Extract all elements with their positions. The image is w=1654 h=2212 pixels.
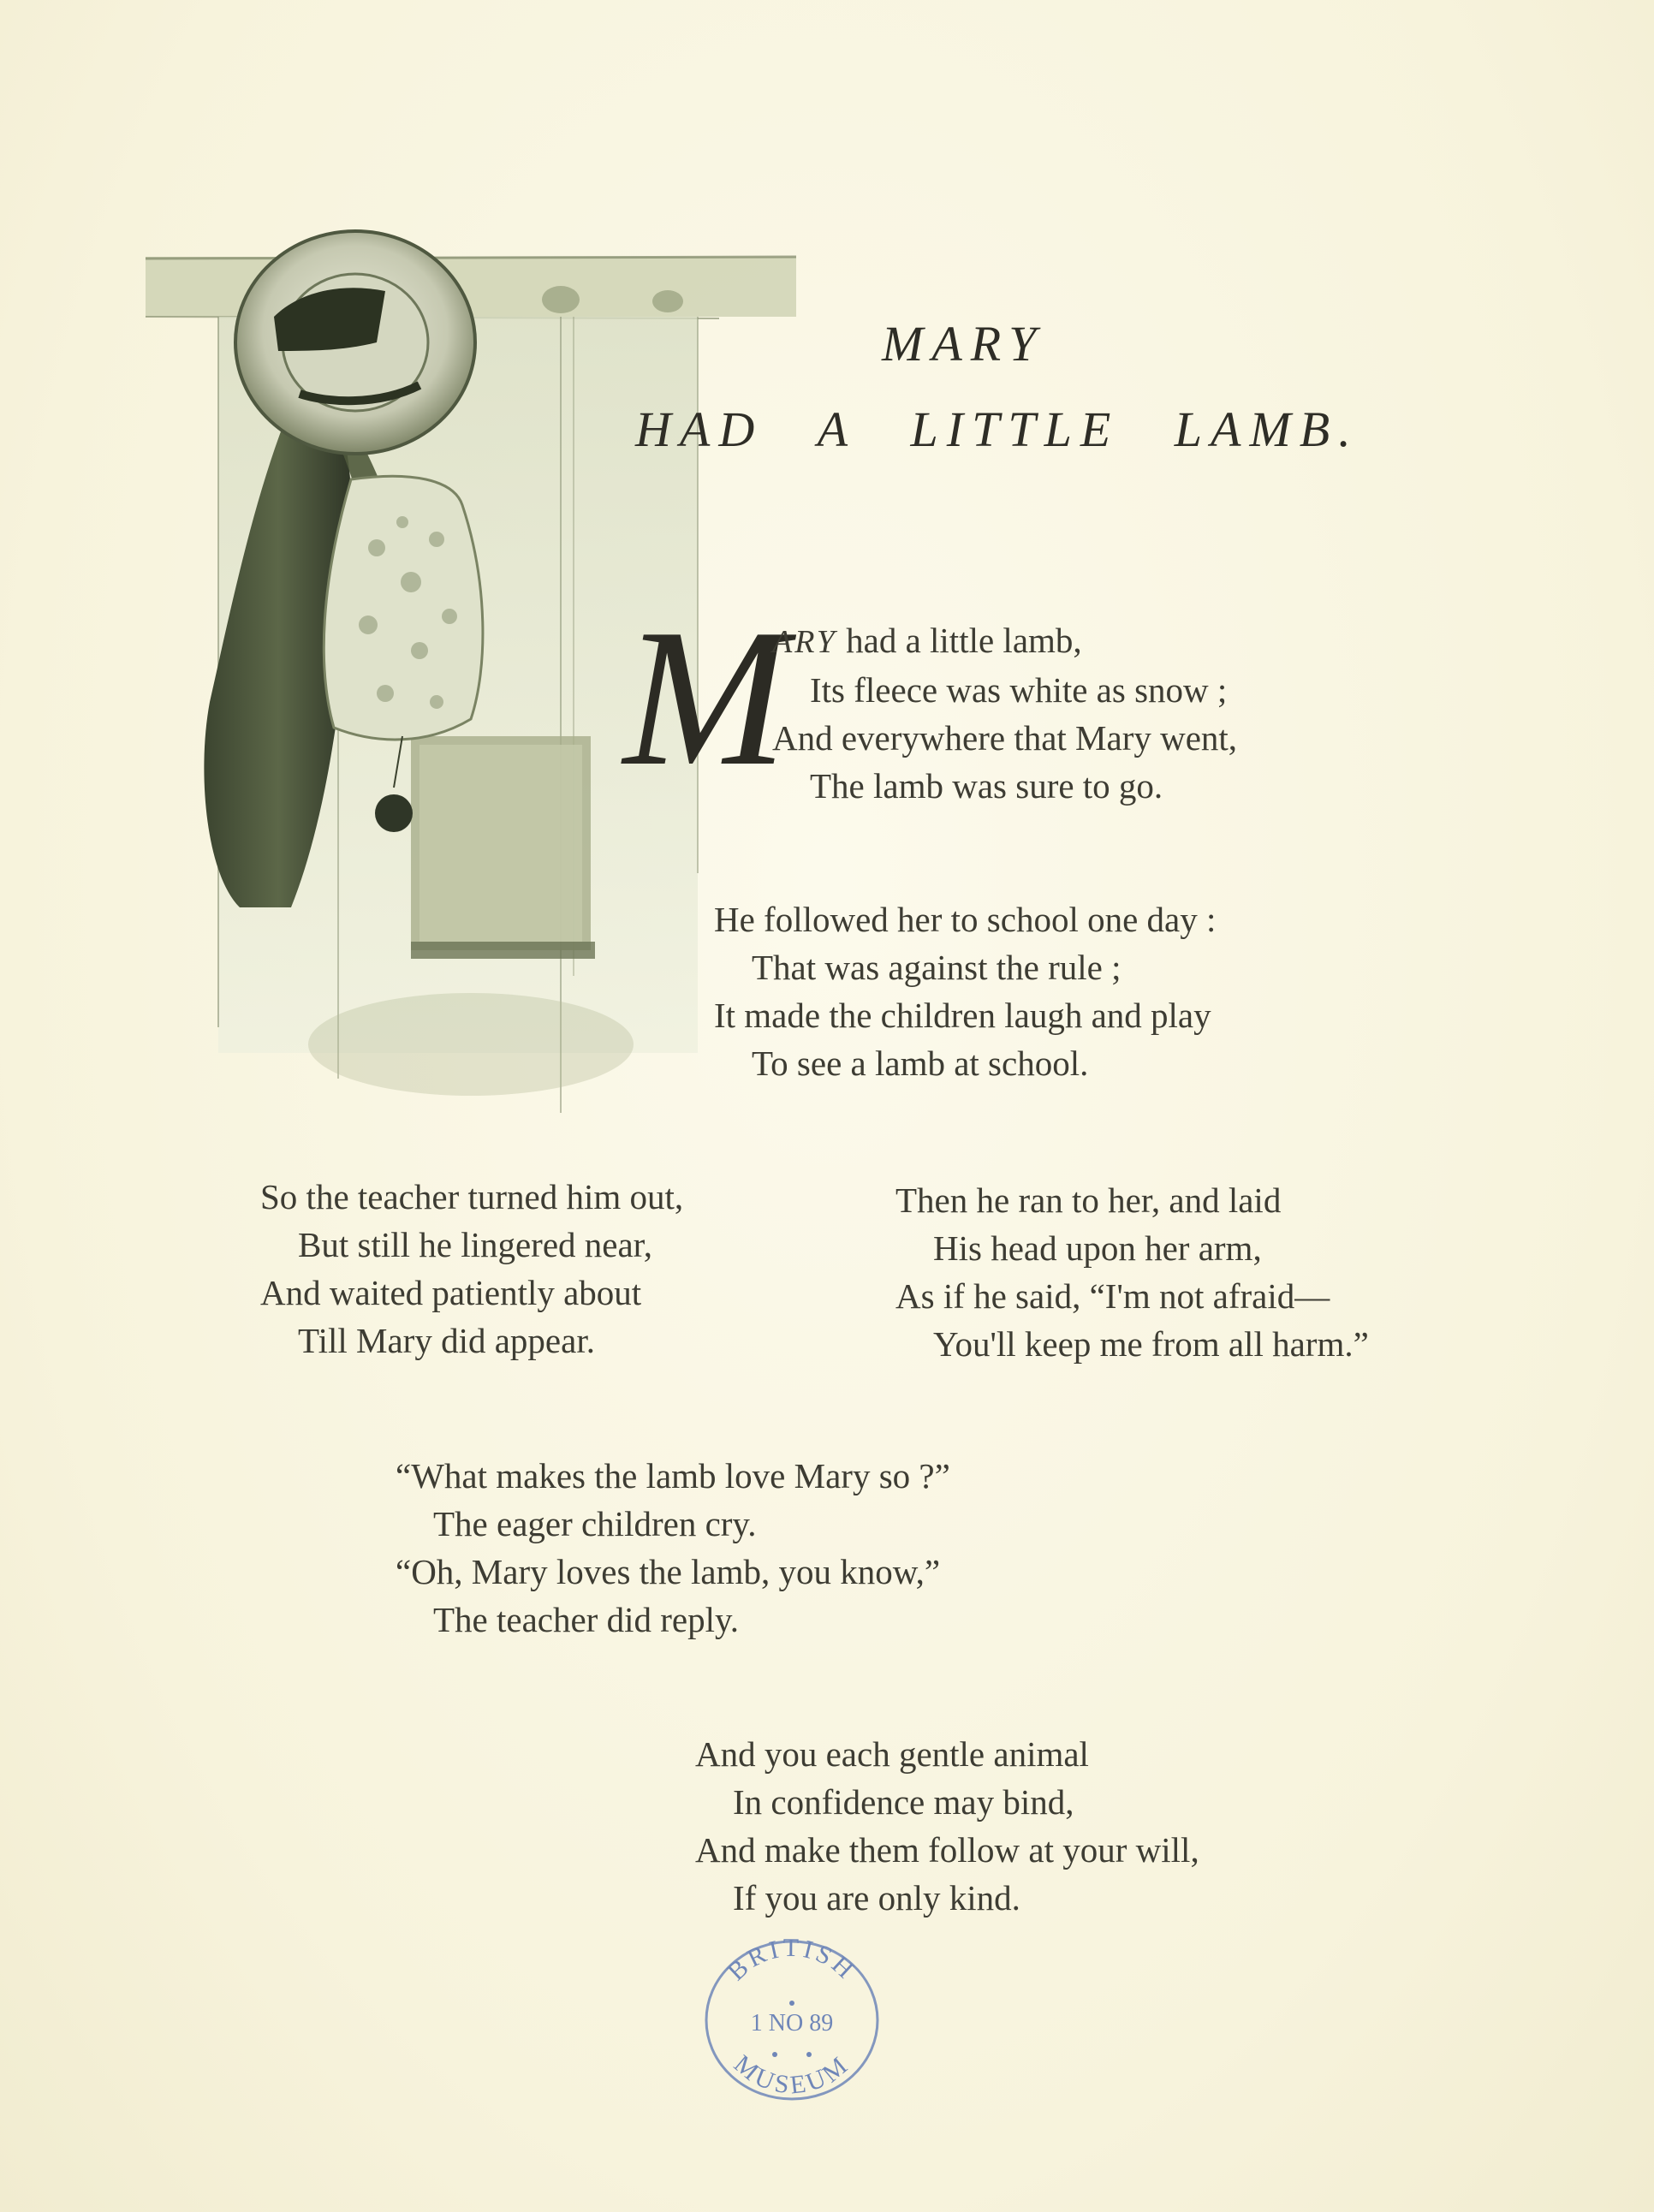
page-title-line-1: MARY [882,316,1045,372]
stanza-6-line-1: And you each gentle animal [695,1734,1089,1774]
stanza-5-line-3: “Oh, Mary loves the lamb, you know,” [396,1552,941,1591]
stamp-middle-text: 1 NO 89 [750,2010,834,2037]
stanza-2-line-2: That was against the rule ; [752,948,1122,987]
stamp-top-text: BRITISH [722,1935,862,1987]
page-title-line-2: HAD A LITTLE LAMB. [635,401,1359,457]
stanza-2-line-3: It made the children laugh and play [714,996,1211,1035]
stanza-1-line-4: The lamb was sure to go. [810,766,1163,806]
svg-text:BRITISH [723,1935,862,1986]
stanza-5 [396,1452,950,1644]
stanza-6-line-4: If you are only kind. [733,1878,1020,1918]
stanza-4-line-2: His head upon her arm, [933,1228,1262,1268]
stanza-3-line-2: But still he lingered near, [298,1225,652,1264]
stanza-6-line-2: In confidence may bind, [733,1782,1074,1822]
stanza-1-line-1-text: had a little lamb, [836,621,1082,660]
stanza-2-line-4: To see a lamb at school. [752,1044,1089,1083]
stanza-6 [695,1730,1199,1922]
stanza-3-line-3: And waited patiently about [260,1273,642,1312]
stanza-3 [260,1173,683,1365]
stanza-2 [714,895,1216,1087]
stanza-4-line-4: You'll keep me from all harm.” [933,1324,1369,1364]
stanza-2-line-1: He followed her to school one day : [714,900,1217,939]
stanza-3-line-1: So the teacher turned him out, [260,1177,684,1216]
stamp-bottom-text: MUSEUM [729,2049,855,2100]
stanza-1 [772,616,1237,810]
stanza-1-line-3: And everywhere that Mary went, [772,718,1238,758]
stanza-3-line-4: Till Mary did appear. [298,1321,595,1360]
stanza-6-line-3: And make them follow at your will, [695,1830,1199,1870]
stanza-5-line-2: The eager children cry. [433,1504,757,1543]
british-museum-stamp [698,1935,886,2106]
stanza-4-line-1: Then he ran to her, and laid [895,1180,1282,1220]
dropcap-continuation: ARY [772,624,837,660]
svg-text:MUSEUM [729,2049,855,2099]
stanza-1-line-2: Its fleece was white as snow ; [810,670,1228,710]
stanza-5-line-1: “What makes the lamb love Mary so ?” [396,1456,950,1495]
stanza-1-line-1 [772,616,1237,666]
stanza-4 [895,1176,1369,1368]
stanza-5-line-4: The teacher did reply. [433,1600,740,1639]
drop-cap: M [623,588,788,806]
stanza-4-line-3: As if he said, “I'm not afraid— [895,1276,1330,1316]
